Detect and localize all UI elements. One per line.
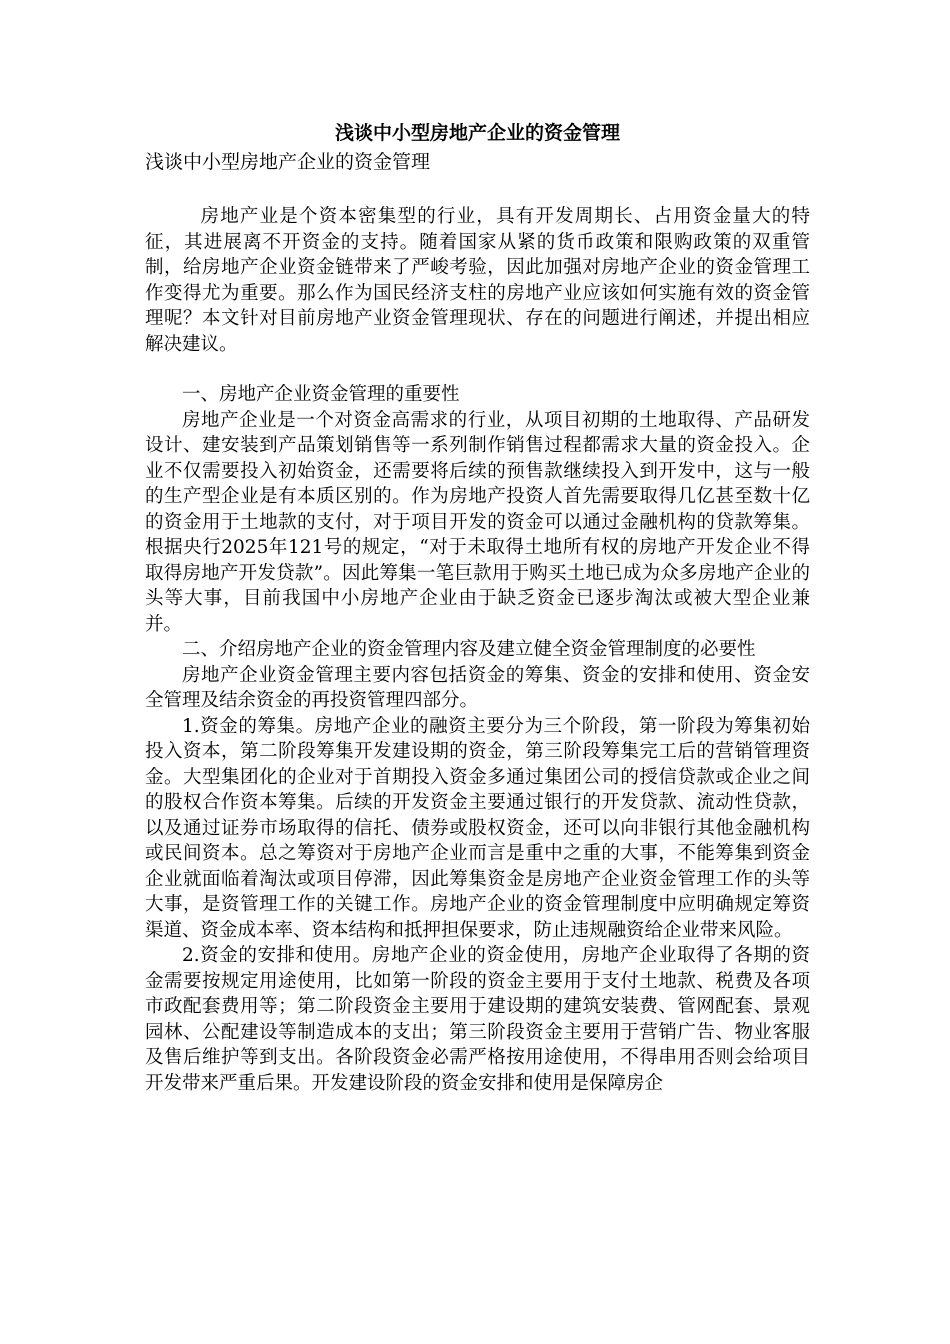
document-title: 浅谈中小型房地产企业的资金管理 (334, 122, 620, 144)
section-heading-2: 二、介绍房地产企业的资金管理内容及建立健全资金管理制度的必要性 (182, 639, 756, 660)
body-paragraph: 房地产企业是一个对资金高需求的行业，从项目初期的土地取得、产品研发设计、建安装到产品策划销售等一系列制作销售过程都需求大量的资金投入。企业不仅需要投入初始资金，还需要将后续的预售款继续投入到开发中，这与一般的生产型企业是有本质区别的。作为房地产投资人首先需要取得几亿甚至数十亿的资金用于土地款的支付，对于项目开发的资金可以通过金融机构的贷款筹集。根据央行2025年121号的规定，“对于未取得土地所有权的房地产开发企业不得取得房地产开发贷款”。因此筹集一笔巨款用于购买土地已成为众多房地产企业的头等大事，目前我国中小房地产企业由于缺乏资金已逐步淘汰或被大型企业兼并。 (145, 409, 810, 635)
section-heading-1: 一、房地产企业资金管理的重要性 (182, 384, 460, 405)
document-page (145, 118, 810, 1096)
body-paragraph: 1.资金的筹集。房地产企业的融资主要分为三个阶段，第一阶段为筹集初始投入资本，第二阶段筹集开发建设期的资金，第三阶段筹集完工后的营销管理资金。大型集团化的企业对于首期投入资金多通过集团公司的授信贷款或企业之间的股权合作资本筹集。后续的开发资金主要通过银行的开发贷款、流动性贷款，以及通过证券市场取得的信托、债券或股权资金，还可以向非银行其他金融机构或民间资本。总之筹资对于房地产企业而言是重中之重的大事，不能筹集到资金企业就面临着淘汰或项目停滞，因此筹集资金是房地产企业资金管理工作的头等大事，是资管理工作的关键工作。房地产企业的资金管理制度中应明确规定筹资渠道、资金成本率、资本结构和抵押担保要求，防止违规融资给企业带来风险。 (145, 715, 810, 941)
document-subtitle: 浅谈中小型房地产企业的资金管理 (145, 151, 431, 173)
body-paragraph: 房地产企业资金管理主要内容包括资金的筹集、资金的安排和使用、资金安全管理及结余资金的再投资管理四部分。 (145, 664, 810, 711)
body-paragraph: 2.资金的安排和使用。房地产企业的资金使用，房地产企业取得了各期的资金需要按规定用途使用，比如第一阶段的资金主要用于支付土地款、税费及各项市政配套费用等；第二阶段资金主要用于建设期的建筑安装费、管网配套、景观园林、公配建设等制造成本的支出；第三阶段资金主要用于营销广告、物业客服及售后维护等到支出。各阶段资金必需严格按用途使用，不得串用否则会给项目开发带来严重后果。开发建设阶段的资金安排和使用是保障房企 (145, 945, 810, 1094)
abstract-paragraph: 房地产业是个资本密集型的行业，具有开发周期长、占用资金量大的特征，其进展离不开资金的支持。随着国家从紧的货币政策和限购政策的双重管制，给房地产企业资金链带来了严峻考验，因此加强对房地产企业的资金管理工作变得尤为重要。那么作为国民经济支柱的房地产业应该如何实施有效的资金管理呢？本文针对目前房地产业资金管理现状、存在的问题进行阐述，并提出相应解决建议。 (145, 206, 810, 355)
